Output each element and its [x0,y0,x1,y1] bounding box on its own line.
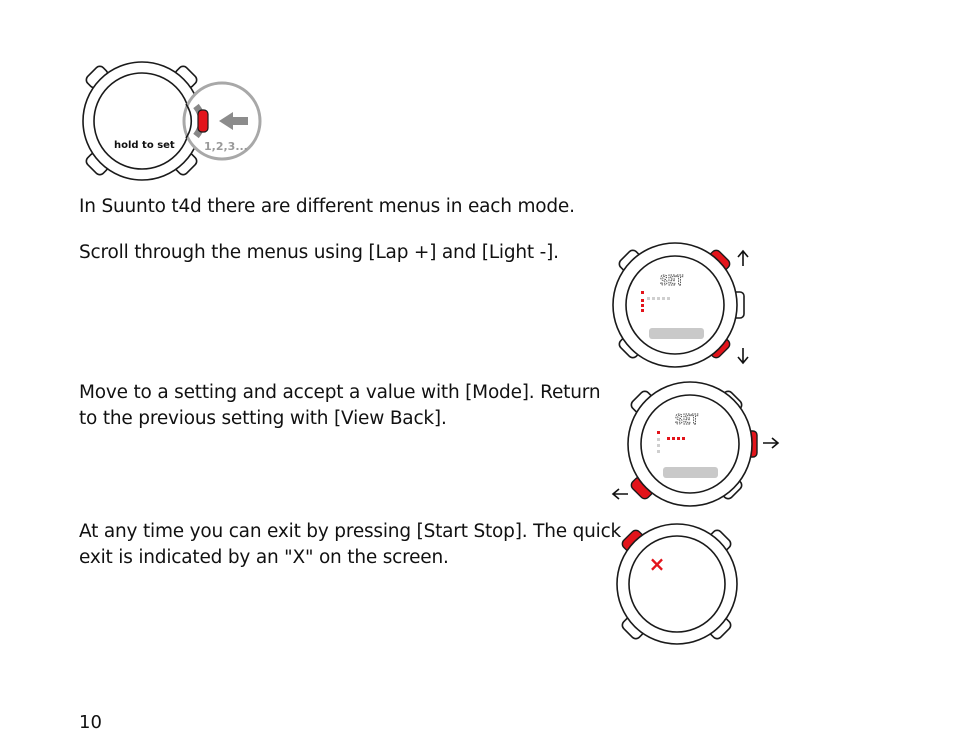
set-display-text: SET [675,413,699,428]
exit-x-mark: × [648,552,666,576]
move-text-line2: to the previous setting with [View Back]. [79,408,447,429]
set-display-text: SET [660,274,684,289]
exit-text-line2: exit is indicated by an "X" on the screen. [79,547,449,568]
scroll-paragraph [79,240,619,266]
exit-text-line1: At any time you can exit by pressing [Start Stop]. The quick [79,521,622,542]
page-number: 10 [79,712,102,733]
scroll-text: Scroll through the menus using [Lap +] and [Light -]. [79,242,559,263]
move-paragraph [79,380,619,432]
watch-screen [629,536,725,632]
exit-paragraph [79,519,622,571]
hold-to-set-label: hold to set [114,140,175,151]
intro-text: In Suunto t4d there are different menus in each mode. [79,196,575,217]
move-text-line1: Move to a setting and accept a value with [Mode]. Return [79,382,601,403]
intro-paragraph [79,194,619,220]
count-label: 1,2,3... [204,140,248,153]
